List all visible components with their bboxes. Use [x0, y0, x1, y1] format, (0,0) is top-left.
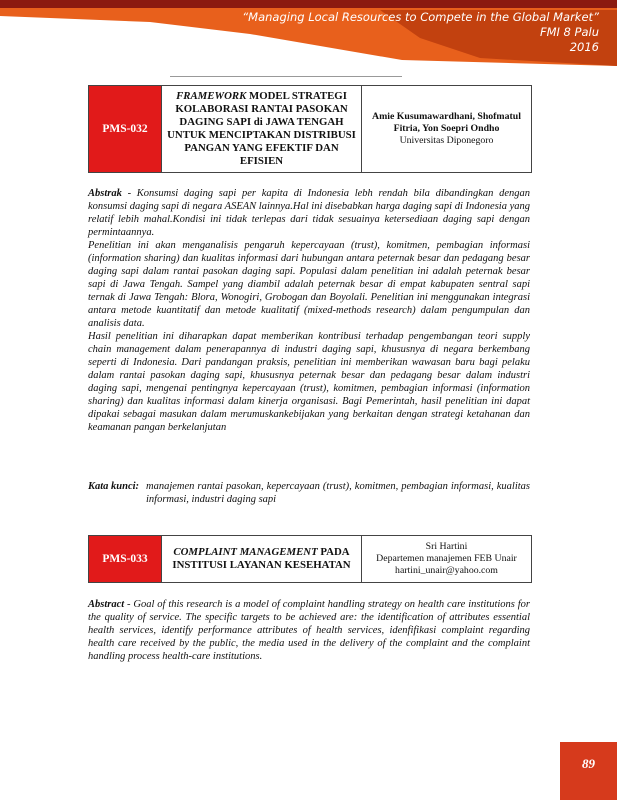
abstract-paragraph: Penelitian ini akan menganalisis pengaruh kepercayaan (trust), komitmen, pembagian informasi (information sharing) dan kualitas informasi dari hubungan antara peternak besar dan pedagang besar daging sapi dalam rantai pasokan daging sapi. Populasi dalam penelitian ini adalah peternak besar sapi di Jawa Tengah. Sampel yang diambil adalah peternak besar di empat kabupaten sentral sapi ternak di Jawa Tengah: Blora, Wonogiri, Grobogan dan Boyolali. Penelitian ini menggunakan integrasi antara metode kuantitatif dan metode kualitatif (mixed-methods research) dalam pengumpulan dan analisis data. — [88, 240, 530, 329]
event-year: 2016 — [569, 40, 599, 54]
abstract-paragraph: Hasil penelitian ini diharapkan dapat memberikan kontribusi terhadap pengembangan teori supply chain management dalam penerapannya di industri daging sapi, khususnya di negara berkembang seperti di Indonesia. Dari pandangan praksis, penelitian ini memberikan wawasan baru bagi pelaku dalam rantai pasokan daging sapi, khususnya peternak besar dan pedagang besar dalam industri daging sapi, mengenai pentingnya kepercayaan (trust), komitmen, pembagian informasi (information sharing) dan kualitas informasi dalam kinerja organisasi. Bagi Pemerintah, hasil penelitian ini dapat dipakai sebagai masukan dalam merumuskankebijakan yang berkaitan dengan strategi ketahanan dan keamanan pangan berkelanjutan — [88, 331, 530, 433]
abstract-text: - Goal of this research is a model of complaint handling strategy on health care institutions for the quality of service. The specific targets to be achieved are: the identification of attributes essential health services, identify performance attributes of health services, idenfifikasi complaint regarding health care received by the public, the media used in the delivery of the complaint and the complaint handling process health-care institutions. — [88, 599, 530, 662]
conference-title: “Managing Local Resources to Compete in the Global Market” — [242, 10, 599, 24]
paper-title — [162, 86, 362, 172]
paper-box-pms033 — [88, 535, 532, 583]
paper-authors: Amie Kusumawardhani, Shofmatul Fitria, Yon Soepri Ondho — [372, 111, 521, 134]
abstract-pms033 — [88, 598, 530, 663]
paper-title-rest: PADA INSTITUSI LAYANAN KESEHATAN — [172, 546, 351, 571]
abstract-text: - Konsumsi daging sapi per kapita di Indonesia lebh rendah bila dibandingkan dengan konsumsi daging sapi di negara ASEAN lainnya.Hal ini disebabkan harga daging sapi di Indonesia yang relatif lebih mahal.Kondisi ini tidak terlepas dari tidak sesuainya ketersediaan daging sapi dengan permintaannya. — [88, 188, 530, 238]
abstract-paragraph — [88, 187, 530, 239]
paper-box-pms032 — [88, 85, 532, 173]
header-text — [242, 10, 599, 55]
paper-code: PMS-032 — [89, 86, 162, 172]
keywords-row — [88, 480, 530, 506]
abstract-paragraph — [88, 598, 530, 663]
abstract-pms032 — [88, 187, 530, 434]
paper-title-italic: COMPLAINT MANAGEMENT — [173, 546, 318, 558]
keywords-label: Kata kunci: — [88, 481, 140, 492]
paper-code: PMS-033 — [89, 536, 162, 582]
paper-email: hartini_unair@yahoo.com — [395, 565, 498, 576]
page-number: 89 — [582, 756, 595, 771]
paper-title — [162, 536, 362, 582]
paper-affiliation: Departemen manajemen FEB Unair — [376, 553, 517, 564]
paper-title-rest: MODEL STRATEGI KOLABORASI RANTAI PASOKAN DAGING SAPI di JAWA TENGAH UNTUK MENCIPTAKAN DISTRIBUSI PANGAN YANG EFEKTIF DAN EFISIEN — [167, 90, 356, 167]
paper-title-italic: FRAMEWORK — [176, 90, 247, 102]
event-name: FMI 8 Palu — [539, 25, 599, 39]
paper-author: Sri Hartini — [425, 541, 468, 552]
paper-authors-cell — [362, 536, 531, 582]
abstract-label: Abstrak — [88, 188, 122, 199]
keywords-text: manajemen rantai pasokan, kepercayaan (trust), komitmen, pembagian informasi, kualitas informasi, industri daging sapi — [146, 481, 530, 505]
abstract-label: Abstract — [88, 599, 125, 610]
page-number-badge — [560, 742, 617, 800]
paper-affiliation: Universitas Diponegoro — [399, 135, 494, 146]
header-rule — [170, 76, 402, 77]
paper-authors-cell — [362, 86, 531, 172]
